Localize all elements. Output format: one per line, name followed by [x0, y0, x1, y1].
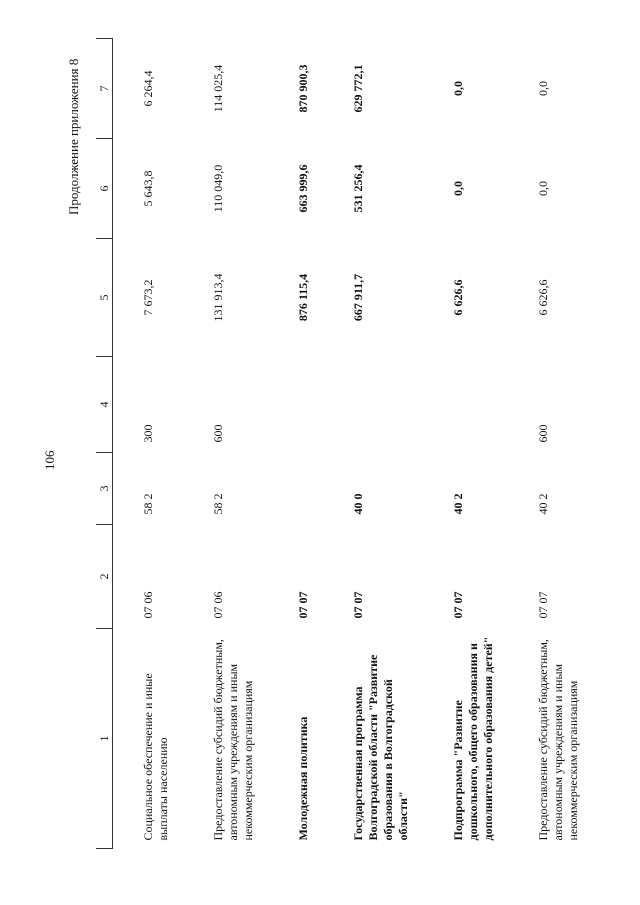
column-header-4: 4: [96, 357, 113, 453]
row-type-code: [323, 357, 423, 453]
row-section-code: 07 07: [451, 591, 465, 619]
row-value-7: 0,0: [451, 81, 465, 96]
row-name: Предоставление субсидий бюджетным, автономным учреждениям и иным некоммерческим организациям: [536, 639, 580, 841]
row-name: Предоставление субсидий бюджетным, автономным учреждениям и иным некоммерческим организациям: [211, 639, 255, 841]
column-header-2: 2: [96, 525, 113, 629]
row-value-7: 0,0: [536, 81, 550, 96]
row-value-6: 531 256,4: [351, 164, 365, 213]
row-section-code: 07 07: [296, 591, 310, 619]
row-value-6: 110 049,0: [211, 164, 225, 213]
row-target-code: 58 2: [141, 493, 155, 515]
row-name: Государственная программа Волгоградской области "Развитие образования в Волгоградской области": [351, 654, 410, 841]
table-row: [508, 39, 593, 849]
row-value-6: 5 643,8: [141, 170, 155, 207]
continuation-note: Продолжение приложения 8: [66, 58, 81, 215]
row-type-code: 600: [211, 424, 225, 443]
row-value-5: 876 115,4: [296, 273, 310, 322]
row-value-7: 6 264,4: [141, 70, 155, 107]
column-header-5: 5: [96, 239, 113, 357]
row-value-5: 6 626,6: [536, 279, 550, 316]
row-type-code: 300: [141, 424, 155, 443]
row-value-7: 870 900,3: [296, 64, 310, 113]
budget-table: [96, 38, 593, 849]
row-value-6: 0,0: [451, 181, 465, 196]
row-name: Молодежная политика: [296, 716, 310, 841]
row-value-6: 0,0: [536, 181, 550, 196]
column-header-7: 7: [96, 39, 113, 139]
row-value-7: 629 772,1: [351, 64, 365, 113]
row-value-5: 6 626,6: [451, 279, 465, 316]
table-row: [183, 39, 268, 849]
row-target-code: 58 2: [211, 493, 225, 515]
page-number: 106: [42, 450, 57, 470]
row-section-code: 07 06: [211, 591, 225, 619]
column-header-1: 1: [96, 629, 113, 849]
row-name: Социальное обеспечение и иные выплаты населению: [141, 673, 170, 841]
row-name: Подпрограмма "Развитие дошкольного, общего образования и дополнительного образования детей": [451, 636, 495, 841]
row-section-code: 07 06: [141, 591, 155, 619]
row-value-6: 663 999,6: [296, 164, 310, 213]
table-row: [268, 39, 323, 849]
row-value-5: 131 913,4: [211, 273, 225, 322]
table-row: [423, 39, 508, 849]
row-value-5: 667 911,7: [351, 273, 365, 322]
header-row: [96, 39, 113, 849]
row-target-code: 40 2: [536, 493, 550, 515]
row-target-code: 40 0: [351, 493, 365, 515]
row-target-code: [268, 453, 323, 525]
row-value-5: 7 673,2: [141, 279, 155, 316]
column-header-6: 6: [96, 139, 113, 239]
table-row: [113, 39, 184, 849]
column-header-3: 3: [96, 453, 113, 525]
table-row: [323, 39, 423, 849]
row-value-7: 114 025,4: [211, 64, 225, 113]
row-target-code: 40 2: [451, 493, 465, 515]
row-type-code: [423, 357, 508, 453]
row-section-code: 07 07: [351, 591, 365, 619]
row-type-code: 600: [536, 424, 550, 443]
row-type-code: [268, 357, 323, 453]
row-section-code: 07 07: [536, 591, 550, 619]
